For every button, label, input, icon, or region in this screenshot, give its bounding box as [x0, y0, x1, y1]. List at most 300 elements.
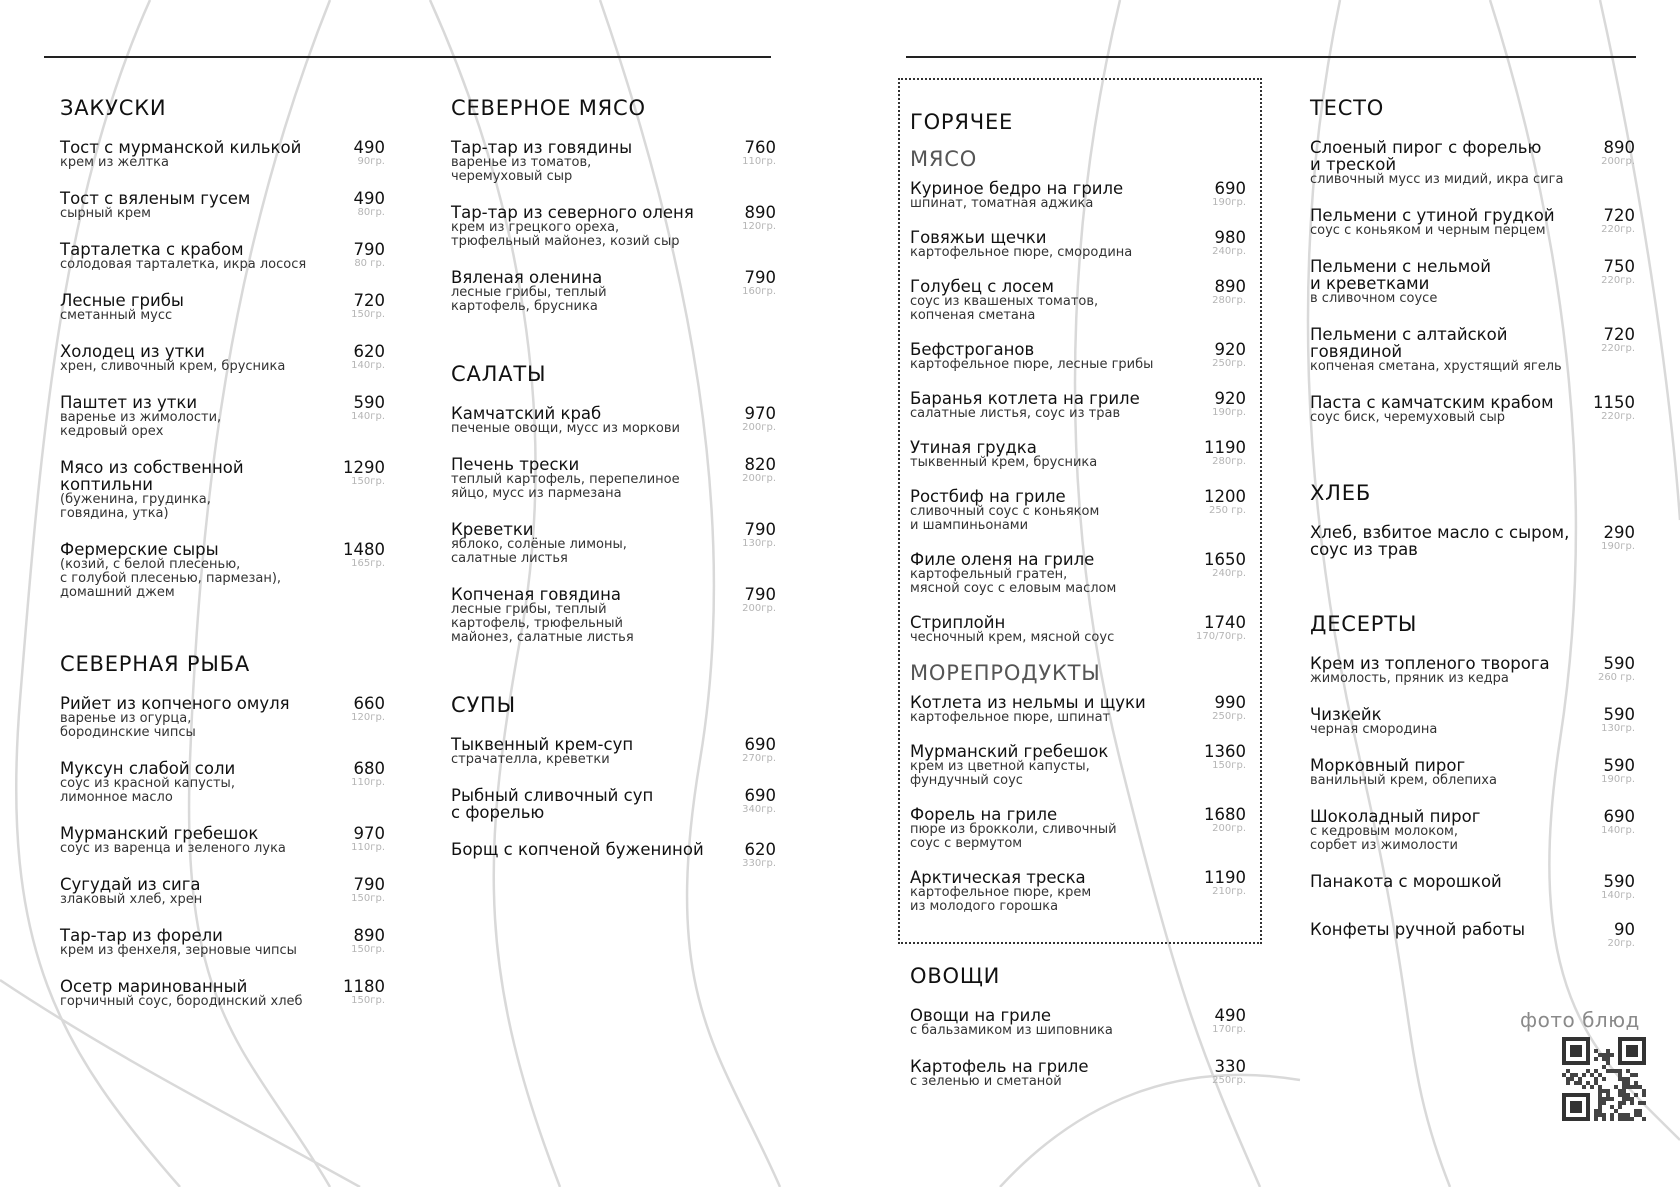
menu-item — [1310, 207, 1635, 238]
dish-price: 590 — [1603, 654, 1635, 673]
menu-item-text — [60, 927, 333, 958]
menu-item-text — [60, 394, 333, 439]
dish-name: Баранья котлета на гриле — [910, 389, 1140, 408]
dish-price: 980 — [1214, 228, 1246, 247]
menu-item-price-block — [333, 927, 385, 958]
menu-item — [60, 241, 385, 272]
menu-item — [451, 269, 776, 314]
menu-item — [910, 743, 1246, 788]
menu-item-text — [1310, 326, 1583, 374]
menu-item — [910, 694, 1246, 725]
menu-item-text — [60, 343, 333, 374]
menu-item — [451, 204, 776, 249]
menu-item-text — [451, 841, 724, 869]
dish-weight: 165гр. — [351, 558, 385, 569]
menu-item-price-block — [724, 521, 776, 566]
section-title: ЗАКУСКИ — [60, 96, 167, 120]
menu-item — [910, 229, 1246, 260]
dish-price: 970 — [353, 824, 385, 843]
menu-item-text — [910, 614, 1194, 645]
dish-description: горчичный соус, бородинский хлеб — [60, 994, 303, 1009]
menu-item-price-block — [1194, 806, 1246, 851]
section-title: САЛАТЫ — [451, 362, 547, 386]
dish-description: крем из желтка — [60, 155, 169, 170]
menu-item-text — [60, 541, 333, 600]
dish-name: Говяжьи щечки — [910, 228, 1047, 247]
menu-item-text — [1310, 808, 1583, 853]
dish-description: крем из грецкого ореха, трюфельный майонез, козий сыр — [451, 220, 680, 249]
menu-item — [60, 394, 385, 439]
dish-weight: 190гр. — [1601, 541, 1635, 552]
menu-item-price-block — [1194, 439, 1246, 470]
dish-price: 290 — [1603, 523, 1635, 542]
dish-description: (буженина, грудинка, говядина, утка) — [60, 492, 211, 521]
menu-item-price-block — [333, 695, 385, 740]
menu-item — [1310, 808, 1635, 853]
dish-weight: 200гр. — [1212, 823, 1246, 834]
menu-item — [910, 278, 1246, 323]
dish-price: 990 — [1214, 693, 1246, 712]
dish-price: 1680 — [1204, 805, 1246, 824]
dish-description: сливочный мусс из мидий, икра сига — [1310, 172, 1564, 187]
dish-weight: 200гр. — [742, 422, 776, 433]
menu-item-text — [1310, 757, 1583, 788]
menu-item-price-block — [333, 760, 385, 805]
menu-item-text — [451, 139, 724, 184]
dish-price: 680 — [353, 759, 385, 778]
menu-item — [1310, 706, 1635, 737]
dish-name: Тар-тар из говядины — [451, 138, 633, 157]
section-bread — [1310, 483, 1635, 558]
dish-name: Тыквенный крем-суп — [451, 735, 634, 754]
section-title: ОВОЩИ — [910, 964, 1001, 988]
dish-price: 890 — [1603, 138, 1635, 157]
dish-name: Крем из топленого творога — [1310, 654, 1550, 673]
dish-price: 620 — [744, 840, 776, 859]
dish-description: с зеленью и сметаной — [910, 1074, 1062, 1089]
dish-weight: 80 гр. — [354, 258, 385, 269]
dish-name: Паштет из утки — [60, 393, 198, 412]
dish-name: Утиная грудка — [910, 438, 1037, 457]
menu-item-text — [910, 488, 1194, 533]
dish-price: 1200 — [1204, 487, 1246, 506]
dish-price: 1290 — [343, 458, 385, 477]
dish-weight: 200гр. — [742, 473, 776, 484]
dish-name: Тост с вяленым гусем — [60, 189, 251, 208]
dish-description: картофельный гратен, мясной соус с еловым маслом — [910, 567, 1117, 596]
dish-description: крем из фенхеля, зерновые чипсы — [60, 943, 297, 958]
dish-price: 330 — [1214, 1057, 1246, 1076]
dish-name: Тарталетка с крабом — [60, 240, 244, 259]
dish-name: Мурманский гребешок — [910, 742, 1109, 761]
menu-item-price-block — [1194, 694, 1246, 725]
menu-item — [451, 586, 776, 645]
menu-item-text — [1310, 207, 1583, 238]
dish-price: 1480 — [343, 540, 385, 559]
dish-price: 890 — [744, 203, 776, 222]
dish-price: 690 — [1603, 807, 1635, 826]
menu-item-price-block — [333, 541, 385, 600]
dish-price: 1180 — [343, 977, 385, 996]
dish-name: Морковный пирог — [1310, 756, 1466, 775]
menu-item-text — [910, 439, 1194, 470]
menu-item-price-block — [1583, 139, 1635, 187]
menu-item-text — [910, 1007, 1194, 1038]
menu-item-text — [60, 876, 333, 907]
dish-name: Голубец с лосем — [910, 277, 1054, 296]
dish-description: с бальзамиком из шиповника — [910, 1023, 1113, 1038]
section-soups — [451, 695, 776, 869]
menu-item — [910, 180, 1246, 211]
dish-price: 490 — [353, 138, 385, 157]
dish-price: 760 — [744, 138, 776, 157]
menu-item-text — [1310, 139, 1583, 187]
dish-name: Хлеб, взбитое масло с сыром, соус из трав — [1310, 523, 1570, 559]
dish-description: сметанный мусс — [60, 308, 173, 323]
dish-weight: 150гр. — [351, 944, 385, 955]
dish-name: Фермерские сыры — [60, 540, 219, 559]
dish-price: 920 — [1214, 340, 1246, 359]
menu-item-price-block — [724, 139, 776, 184]
dish-description: тыквенный крем, брусника — [910, 455, 1098, 470]
dish-description: пюре из брокколи, сливочный соус с вермутом — [910, 822, 1117, 851]
menu-item-text — [910, 1058, 1194, 1089]
menu-item-text — [60, 695, 333, 740]
dish-price: 590 — [1603, 756, 1635, 775]
dish-description: сырный крем — [60, 206, 151, 221]
dish-weight: 220гр. — [1601, 343, 1635, 354]
menu-item — [1310, 873, 1635, 901]
menu-item — [910, 390, 1246, 421]
dish-weight: 140гр. — [351, 360, 385, 371]
section-title: ДЕСЕРТЫ — [1310, 612, 1418, 636]
dish-weight: 140гр. — [351, 411, 385, 422]
menu-item — [60, 459, 385, 521]
menu-item — [451, 841, 776, 869]
dish-name: Пельмени с алтайской говядиной — [1310, 325, 1508, 361]
menu-item-price-block — [333, 459, 385, 521]
menu-item — [910, 551, 1246, 596]
right-top-rule — [906, 56, 1636, 58]
dish-price: 1150 — [1593, 393, 1635, 412]
dish-weight: 170гр. — [1212, 1024, 1246, 1035]
dish-weight: 280гр. — [1212, 295, 1246, 306]
dish-description: печеные овощи, мусс из моркови — [451, 421, 680, 436]
dish-weight: 220гр. — [1601, 411, 1635, 422]
dish-weight: 240гр. — [1212, 568, 1246, 579]
dish-description: картофельное пюре, лесные грибы — [910, 357, 1154, 372]
dish-name: Печень трески — [451, 455, 580, 474]
menu-item-price-block — [724, 586, 776, 645]
dish-description: чесночный крем, мясной соус — [910, 630, 1115, 645]
dish-weight: 220гр. — [1601, 224, 1635, 235]
dish-description: теплый картофель, перепелиное яйцо, мусс из пармезана — [451, 472, 680, 501]
dish-description: соус с коньяком и черным перцем — [1310, 223, 1546, 238]
menu-item-price-block — [1194, 229, 1246, 260]
dish-weight: 90гр. — [357, 156, 385, 167]
section-salads — [451, 364, 776, 645]
dish-weight: 120гр. — [742, 221, 776, 232]
menu-item — [910, 341, 1246, 372]
section-hot — [898, 78, 1262, 944]
dish-weight: 270гр. — [742, 753, 776, 764]
dish-description: соус из варенца и зеленого лука — [60, 841, 286, 856]
menu-item-text — [60, 292, 333, 323]
menu-item — [1310, 139, 1635, 187]
menu-item-text — [1310, 524, 1583, 558]
dish-weight: 190гр. — [1212, 407, 1246, 418]
menu-item — [451, 405, 776, 436]
right-column-4 — [1310, 98, 1635, 993]
dish-name: Котлета из нельмы и щуки — [910, 693, 1146, 712]
menu-item — [60, 825, 385, 856]
dish-name: Сугудай из сига — [60, 875, 201, 894]
menu-item-text — [451, 521, 724, 566]
menu-item-price-block — [333, 876, 385, 907]
menu-item-text — [910, 743, 1194, 788]
dish-weight: 140гр. — [1601, 825, 1635, 836]
dish-name: Стриплойн — [910, 613, 1006, 632]
dish-description: варенье из огурца, бородинские чипсы — [60, 711, 196, 740]
menu-item-price-block — [333, 241, 385, 272]
dish-name: Конфеты ручной работы — [1310, 920, 1526, 939]
dish-price: 1190 — [1204, 868, 1246, 887]
dish-name: Филе оленя на гриле — [910, 550, 1095, 569]
dish-price: 720 — [1603, 325, 1635, 344]
menu-item-price-block — [724, 736, 776, 767]
qr-code[interactable] — [1562, 1037, 1646, 1121]
menu-item-text — [451, 204, 724, 249]
menu-item-text — [910, 180, 1194, 211]
dish-description: солодовая тарталетка, икра лосося — [60, 257, 307, 272]
dish-price: 620 — [353, 342, 385, 361]
menu-item — [910, 1058, 1246, 1089]
dish-description: черная смородина — [1310, 722, 1438, 737]
dish-weight: 280гр. — [1212, 456, 1246, 467]
dish-weight: 150гр. — [351, 309, 385, 320]
left-column-1 — [60, 98, 385, 1053]
dish-weight: 170/70гр. — [1196, 631, 1246, 642]
menu-item — [1310, 757, 1635, 788]
menu-item-text — [451, 456, 724, 501]
dish-description: картофельное пюре, шпинат — [910, 710, 1111, 725]
menu-item — [60, 190, 385, 221]
dish-weight: 200гр. — [742, 603, 776, 614]
dish-description: варенье из томатов, черемуховый сыр — [451, 155, 592, 184]
menu-item-price-block — [333, 343, 385, 374]
menu-item-text — [60, 760, 333, 805]
dish-price: 490 — [353, 189, 385, 208]
menu-item-text — [60, 139, 333, 170]
dish-name: Холодец из утки — [60, 342, 205, 361]
dish-name: Бефстроганов — [910, 340, 1035, 359]
menu-item — [451, 139, 776, 184]
dish-weight: 220гр. — [1601, 275, 1635, 286]
dish-description: копченая сметана, хрустящий ягель — [1310, 359, 1562, 374]
menu-item-text — [910, 341, 1194, 372]
menu-item-price-block — [333, 139, 385, 170]
dish-name: Вяленая оленина — [451, 268, 603, 287]
menu-item-price-block — [1583, 655, 1635, 686]
menu-item-price-block — [1583, 808, 1635, 853]
menu-item-price-block — [1194, 869, 1246, 914]
dish-description: картофельное пюре, смородина — [910, 245, 1133, 260]
dish-name: Паста с камчатским крабом — [1310, 393, 1554, 412]
section-northern-fish — [60, 654, 385, 1009]
menu-item-text — [451, 787, 724, 821]
dish-name: Борщ с копченой бужениной — [451, 840, 704, 859]
dish-name: Форель на гриле — [910, 805, 1058, 824]
menu-item-price-block — [724, 204, 776, 249]
dish-name: Ростбиф на гриле — [910, 487, 1066, 506]
dish-name: Камчатский краб — [451, 404, 602, 423]
section-title: СЕВЕРНАЯ РЫБА — [60, 652, 251, 676]
section-title: СЕВЕРНОЕ МЯСО — [451, 96, 646, 120]
dish-weight: 110гр. — [351, 777, 385, 788]
dish-price: 720 — [1603, 206, 1635, 225]
menu-item-text — [910, 278, 1194, 323]
menu-item-price-block — [333, 825, 385, 856]
dish-weight: 250гр. — [1212, 711, 1246, 722]
dish-weight: 250гр. — [1212, 358, 1246, 369]
menu-item-text — [60, 190, 333, 221]
menu-item-text — [60, 825, 333, 856]
dish-description: соус из красной капусты, лимонное масло — [60, 776, 235, 805]
menu-item-text — [1310, 706, 1583, 737]
menu-item-price-block — [1583, 757, 1635, 788]
menu-item — [910, 869, 1246, 914]
dish-name: Слоеный пирог с форелью и треской — [1310, 138, 1542, 174]
dish-price: 1740 — [1204, 613, 1246, 632]
menu-item — [60, 292, 385, 323]
dish-description: (козий, с белой плесенью, с голубой плесенью, пармезан), домашний джем — [60, 557, 282, 600]
dish-description: лесные грибы, теплый картофель, трюфельный майонез, салатные листья — [451, 602, 634, 645]
dish-description: сливочный соус с коньяком и шампиньонами — [910, 504, 1100, 533]
dish-price: 890 — [1214, 277, 1246, 296]
dish-description: жимолость, пряник из кедра — [1310, 671, 1509, 686]
menu-item — [910, 439, 1246, 470]
menu-item-price-block — [1583, 706, 1635, 737]
menu-item — [451, 456, 776, 501]
dish-description: картофельное пюре, крем из молодого горошка — [910, 885, 1092, 914]
dish-name: Мясо из собственной коптильни — [60, 458, 244, 494]
dish-name: Копченая говядина — [451, 585, 622, 604]
dish-description: страчателла, креветки — [451, 752, 610, 767]
dish-name: Рийет из копченого омуля — [60, 694, 290, 713]
dish-weight: 120гр. — [351, 712, 385, 723]
menu-item-text — [910, 390, 1194, 421]
menu-item-text — [1310, 655, 1583, 686]
section-desserts — [1310, 614, 1635, 949]
dish-name: Картофель на гриле — [910, 1057, 1089, 1076]
menu-item-price-block — [1194, 1058, 1246, 1089]
section-title: ГОРЯЧЕЕ — [910, 110, 1014, 134]
dish-price: 890 — [353, 926, 385, 945]
dish-name: Куриное бедро на гриле — [910, 179, 1124, 198]
dish-weight: 20гр. — [1607, 938, 1635, 949]
menu-item-text — [451, 736, 724, 767]
menu-item-text — [60, 978, 333, 1009]
menu-item — [60, 541, 385, 600]
dish-price: 1650 — [1204, 550, 1246, 569]
dish-name: Тар-тар из северного оленя — [451, 203, 694, 222]
menu-item-text — [910, 869, 1194, 914]
dish-price: 790 — [353, 875, 385, 894]
menu-item — [1310, 655, 1635, 686]
dish-price: 690 — [744, 735, 776, 754]
dish-price: 690 — [1214, 179, 1246, 198]
dish-description: соус биск, черемуховый сыр — [1310, 410, 1506, 425]
menu-item-price-block — [1583, 394, 1635, 425]
dish-price: 820 — [744, 455, 776, 474]
dish-weight: 160гр. — [742, 286, 776, 297]
dish-weight: 250гр. — [1212, 1075, 1246, 1086]
menu-item-text — [1310, 394, 1583, 425]
section-zakuski — [60, 98, 385, 600]
dish-description: хрен, сливочный крем, брусника — [60, 359, 286, 374]
left-column-2 — [451, 98, 776, 913]
dish-name: Панакота с морошкой — [1310, 872, 1502, 891]
dish-description: злаковый хлеб, хрен — [60, 892, 203, 907]
menu-item — [60, 927, 385, 958]
dish-name: Пельмени с нельмой и креветками — [1310, 257, 1491, 293]
dish-weight: 200гр. — [1601, 156, 1635, 167]
dish-name: Лесные грибы — [60, 291, 184, 310]
menu-item-text — [1310, 873, 1583, 901]
dish-name: Овощи на гриле — [910, 1006, 1052, 1025]
menu-item-price-block — [724, 269, 776, 314]
dish-weight: 210гр. — [1212, 886, 1246, 897]
left-top-rule — [44, 56, 771, 58]
menu-item-text — [1310, 921, 1583, 949]
photo-label: фото блюд — [1520, 1008, 1640, 1032]
menu-item-price-block — [1194, 390, 1246, 421]
dish-price: 970 — [744, 404, 776, 423]
dish-weight: 150гр. — [1212, 760, 1246, 771]
dish-price: 90 — [1614, 920, 1635, 939]
menu-item — [1310, 394, 1635, 425]
dish-weight: 190гр. — [1212, 197, 1246, 208]
menu-item — [60, 139, 385, 170]
menu-item — [451, 521, 776, 566]
menu-item-text — [910, 694, 1194, 725]
dish-name: Чизкейк — [1310, 705, 1382, 724]
menu-item — [910, 806, 1246, 851]
menu-item-price-block — [1583, 873, 1635, 901]
menu-item — [1310, 326, 1635, 374]
menu-item-price-block — [1194, 551, 1246, 596]
menu-item — [60, 760, 385, 805]
dish-weight: 130гр. — [742, 538, 776, 549]
dish-price: 920 — [1214, 389, 1246, 408]
menu-item-price-block — [1194, 488, 1246, 533]
menu-item-text — [1310, 258, 1583, 306]
menu-item-price-block — [333, 292, 385, 323]
menu-item-price-block — [724, 405, 776, 436]
menu-item — [1310, 921, 1635, 949]
dish-price: 790 — [744, 268, 776, 287]
dish-name: Тост с мурманской килькой — [60, 138, 302, 157]
dish-weight: 130гр. — [1601, 723, 1635, 734]
menu-item-text — [910, 551, 1194, 596]
dish-name: Мурманский гребешок — [60, 824, 259, 843]
dish-price: 590 — [1603, 872, 1635, 891]
section-vegetables — [898, 966, 1262, 1089]
right-column-3 — [898, 78, 1262, 1133]
menu-item-price-block — [1194, 341, 1246, 372]
dish-description: крем из цветной капусты, фундучный соус — [910, 759, 1090, 788]
dish-weight: 110гр. — [351, 842, 385, 853]
